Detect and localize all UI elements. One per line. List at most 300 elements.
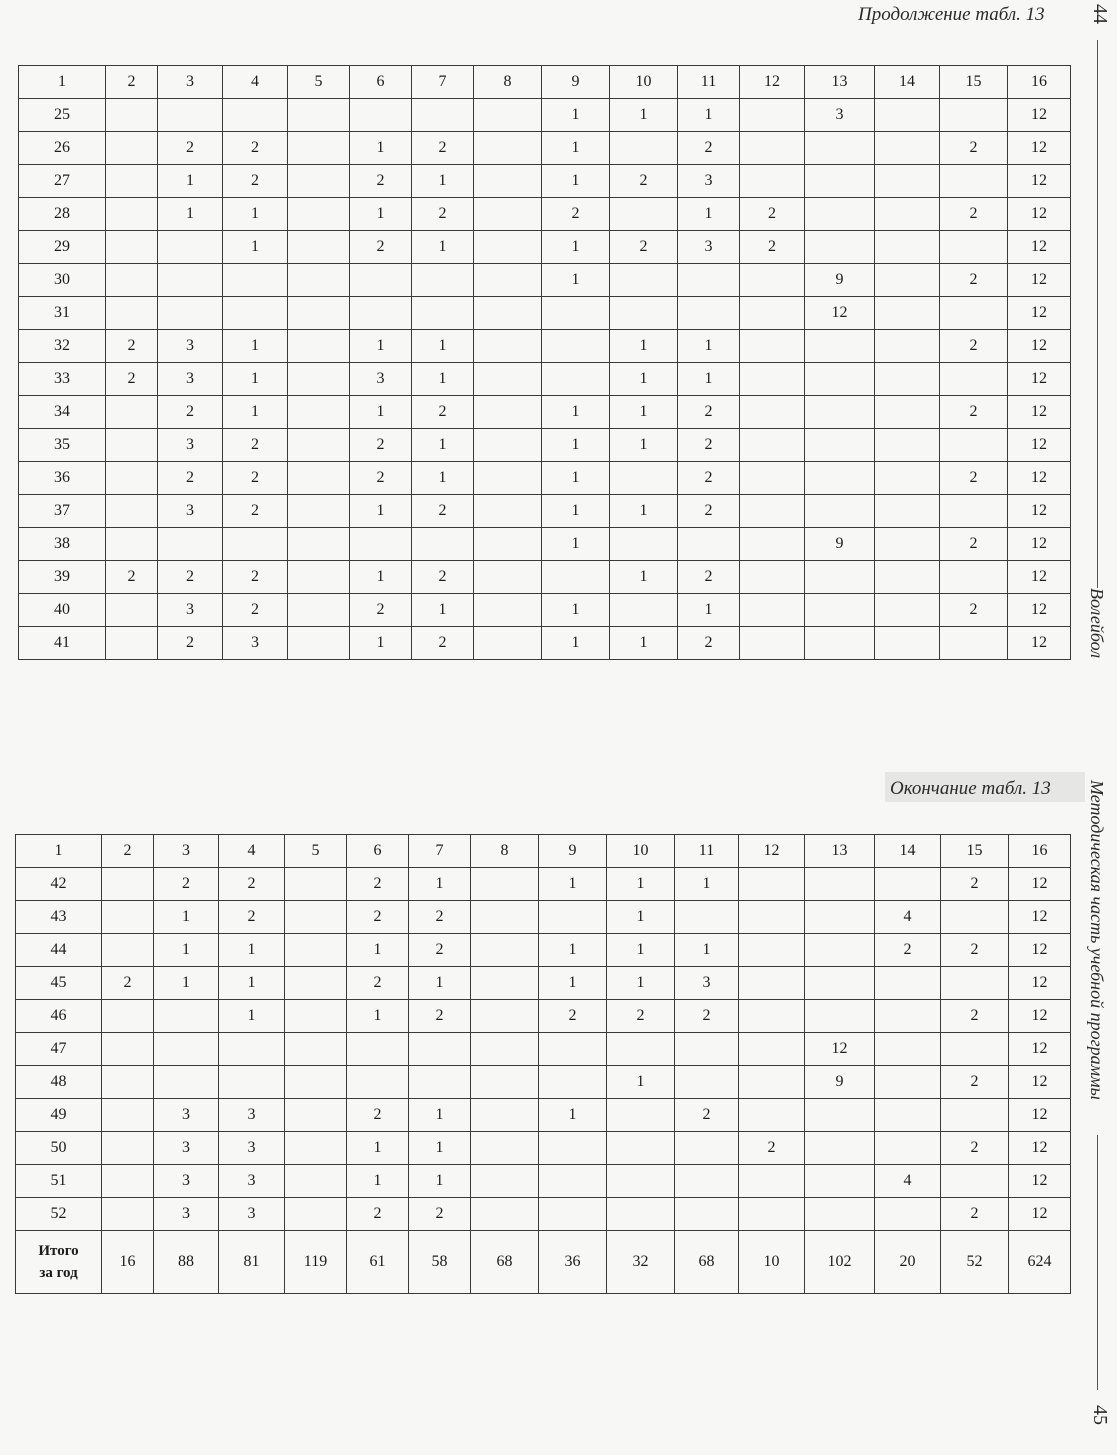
table-cell: 3 [154,1132,219,1165]
table-cell [610,594,678,627]
total-cell: 20 [875,1231,941,1294]
week-number-cell: 48 [16,1066,102,1099]
table-cell: 1 [154,967,219,1000]
table-cell: 12 [1009,1099,1071,1132]
table-cell [739,934,805,967]
table-cell [875,99,940,132]
table-caption-continued: Продолжение табл. 13 [858,4,1045,25]
table-cell: 2 [158,561,223,594]
table-cell [875,627,940,660]
table-cell [675,1165,739,1198]
table-cell [106,627,158,660]
week-number-cell: 38 [19,528,106,561]
table-cell [539,1066,607,1099]
table-cell [102,1099,154,1132]
table-cell [102,1000,154,1033]
table-cell [474,297,542,330]
table-cell [739,1099,805,1132]
table-cell: 2 [678,627,740,660]
table-cell: 1 [158,198,223,231]
table-cell: 1 [412,165,474,198]
table-cell [474,429,542,462]
table-cell [675,1033,739,1066]
table-cell: 1 [542,495,610,528]
table-cell: 2 [350,231,412,264]
table-cell [288,594,350,627]
table-cell: 2 [350,165,412,198]
table-cell [805,198,875,231]
header-cell: 5 [285,835,347,868]
table-cell [739,967,805,1000]
table-cell [285,901,347,934]
table-cell [347,1033,409,1066]
table-cell: 2 [154,868,219,901]
table-cell: 12 [805,1033,875,1066]
header-cell: 14 [875,835,941,868]
week-number-cell: 46 [16,1000,102,1033]
table-cell [675,1198,739,1231]
table-cell [941,967,1009,1000]
table-cell [288,264,350,297]
week-number-cell: 28 [19,198,106,231]
table-cell: 1 [223,363,288,396]
total-cell: 81 [219,1231,285,1294]
table-cell [158,297,223,330]
table-cell: 2 [941,1198,1009,1231]
header-cell: 3 [158,66,223,99]
table-row [19,198,1071,231]
table-cell [285,1033,347,1066]
table-cell: 1 [610,561,678,594]
table-cell [805,1132,875,1165]
table-cell: 2 [941,1132,1009,1165]
table-cell [471,1033,539,1066]
week-number-cell: 50 [16,1132,102,1165]
table-cell [875,198,940,231]
header-cell: 12 [739,835,805,868]
table-cell [678,264,740,297]
header-cell: 4 [223,66,288,99]
table-cell [875,429,940,462]
table-cell: 2 [219,901,285,934]
week-number-cell: 36 [19,462,106,495]
table-cell [875,231,940,264]
table-cell: 3 [219,1099,285,1132]
table-row [16,934,1071,967]
table-cell [474,165,542,198]
table-cell [102,1033,154,1066]
table-cell [678,528,740,561]
table-cell: 3 [350,363,412,396]
table-cell: 12 [1008,99,1071,132]
week-number-cell: 33 [19,363,106,396]
table-cell [102,1165,154,1198]
table-row [19,363,1071,396]
table-cell: 2 [940,330,1008,363]
table-cell: 12 [1008,462,1071,495]
table-cell: 3 [154,1198,219,1231]
table-cell [875,363,940,396]
table-row [19,594,1071,627]
table-cell [474,495,542,528]
table-cell: 2 [102,967,154,1000]
table2-body [16,835,1071,1294]
table-cell: 1 [350,627,412,660]
table-cell [288,429,350,462]
table-cell: 2 [941,868,1009,901]
table-cell: 2 [412,396,474,429]
header-cell: 8 [471,835,539,868]
header-cell: 3 [154,835,219,868]
table-cell: 3 [154,1099,219,1132]
table-cell: 3 [154,1165,219,1198]
header-cell: 9 [539,835,607,868]
table-row [16,901,1071,934]
table-cell: 3 [678,231,740,264]
table-cell [805,561,875,594]
table-cell: 12 [1008,132,1071,165]
table-cell [288,396,350,429]
table-cell [539,901,607,934]
table-cell [805,462,875,495]
table-cell [739,1033,805,1066]
table-row [19,627,1071,660]
table-cell [409,1033,471,1066]
table-cell: 1 [610,627,678,660]
table-cell: 1 [223,396,288,429]
table-cell [102,1198,154,1231]
table-cell [739,1198,805,1231]
header-cell: 15 [941,835,1009,868]
table-cell [106,429,158,462]
total-cell: 68 [471,1231,539,1294]
table-cell: 4 [875,1165,941,1198]
table-cell: 2 [412,561,474,594]
margin-rule-top [1097,40,1098,588]
table-cell [285,1066,347,1099]
table-cell [412,99,474,132]
table-cell [106,132,158,165]
table-cell: 1 [350,132,412,165]
table-cell: 1 [542,462,610,495]
table-cell: 2 [223,561,288,594]
table-cell: 2 [678,561,740,594]
table-cell [875,165,940,198]
table-cell [875,495,940,528]
table-cell: 1 [412,330,474,363]
week-number-cell: 40 [19,594,106,627]
table-cell [740,132,805,165]
total-cell: 61 [347,1231,409,1294]
table-cell [678,297,740,330]
table-cell [106,594,158,627]
table-cell [471,1000,539,1033]
table-cell: 2 [412,132,474,165]
table-cell [474,99,542,132]
table-cell: 2 [610,231,678,264]
table-cell [102,868,154,901]
table-cell: 2 [347,901,409,934]
table-row [16,1165,1071,1198]
table-cell: 2 [158,627,223,660]
table-cell: 2 [347,1099,409,1132]
table-cell [542,330,610,363]
header-cell: 7 [412,66,474,99]
table-cell: 2 [106,330,158,363]
week-number-cell: 45 [16,967,102,1000]
week-number-cell: 32 [19,330,106,363]
table-cell [350,99,412,132]
table-cell [158,264,223,297]
table-cell [941,1165,1009,1198]
table-cell: 2 [347,1198,409,1231]
table-cell: 2 [223,429,288,462]
table-cell: 2 [409,934,471,967]
table-cell [740,495,805,528]
table-cell [805,165,875,198]
table-cell [474,462,542,495]
table-cell [740,99,805,132]
table-cell: 2 [409,1198,471,1231]
table-cell [285,1000,347,1033]
header-cell: 7 [409,835,471,868]
week-number-cell: 27 [19,165,106,198]
table-cell: 2 [940,594,1008,627]
table-cell [158,231,223,264]
table-cell [940,495,1008,528]
table-cell [941,1033,1009,1066]
table-cell: 1 [542,429,610,462]
running-title-methodical: Методическая часть учебной программы [1087,780,1107,1100]
table-cell [285,967,347,1000]
table-cell [607,1132,675,1165]
header-cell: 1 [19,66,106,99]
table-cell: 2 [542,198,610,231]
header-cell: 8 [474,66,542,99]
table-cell: 1 [678,330,740,363]
table-cell [471,868,539,901]
table-cell: 1 [347,1165,409,1198]
table-row [19,99,1071,132]
table-cell [106,297,158,330]
header-cell: 16 [1009,835,1071,868]
table-cell [875,264,940,297]
table-cell: 1 [219,1000,285,1033]
table-cell [474,528,542,561]
table-cell: 4 [875,901,941,934]
table-cell: 2 [678,132,740,165]
table-cell [471,901,539,934]
table-cell [154,1000,219,1033]
header-cell: 2 [102,835,154,868]
table-cell: 3 [158,363,223,396]
table-row [16,868,1071,901]
table-cell [739,1066,805,1099]
table-cell: 1 [539,934,607,967]
table-cell [940,561,1008,594]
table-cell [805,594,875,627]
table-cell: 2 [223,165,288,198]
header-cell: 15 [940,66,1008,99]
table-cell [102,901,154,934]
table-cell: 3 [158,429,223,462]
table-cell: 12 [1008,594,1071,627]
table-cell: 12 [1009,934,1071,967]
running-title-volleyball: Волейбол [1087,588,1107,659]
table-cell [607,1033,675,1066]
table-row [19,231,1071,264]
schedule-table-continued [18,65,1071,660]
table-cell: 2 [106,363,158,396]
table-cell [875,967,941,1000]
table-row [19,528,1071,561]
table-cell [805,330,875,363]
table-cell: 12 [1009,1066,1071,1099]
table-cell: 2 [940,264,1008,297]
table-row [16,1033,1071,1066]
table-cell [223,99,288,132]
table-cell [542,363,610,396]
header-cell: 1 [16,835,102,868]
header-row [19,66,1071,99]
table-cell: 9 [805,1066,875,1099]
table-cell: 1 [678,198,740,231]
table-cell: 2 [409,1000,471,1033]
table-cell: 3 [158,495,223,528]
table-cell: 1 [158,165,223,198]
total-cell: 10 [739,1231,805,1294]
table-cell [288,528,350,561]
table-cell [471,1165,539,1198]
table-cell [288,462,350,495]
table-cell: 2 [678,462,740,495]
week-number-cell: 29 [19,231,106,264]
header-cell: 5 [288,66,350,99]
table-cell: 2 [940,198,1008,231]
table-cell: 1 [678,594,740,627]
table-cell [474,330,542,363]
table-cell: 2 [678,396,740,429]
table-row [19,396,1071,429]
table-cell: 2 [106,561,158,594]
table-cell [288,627,350,660]
table-cell: 1 [412,231,474,264]
table-cell [740,264,805,297]
table-cell: 1 [350,330,412,363]
table-cell: 2 [675,1000,739,1033]
table-cell: 1 [219,967,285,1000]
table-cell: 1 [610,495,678,528]
table-cell [347,1066,409,1099]
table-cell [106,231,158,264]
total-cell: 624 [1009,1231,1071,1294]
table-cell: 12 [1008,627,1071,660]
table-cell: 1 [542,165,610,198]
table-cell [219,1066,285,1099]
table-cell [740,429,805,462]
table-cell: 2 [941,1000,1009,1033]
table-cell [805,901,875,934]
table-cell [740,297,805,330]
table-cell: 12 [1009,1033,1071,1066]
table-cell [610,297,678,330]
table-cell: 1 [607,868,675,901]
table-row [19,132,1071,165]
table-cell [474,627,542,660]
table-cell [940,231,1008,264]
table-cell: 2 [940,462,1008,495]
table-cell: 12 [1009,967,1071,1000]
table-cell: 2 [739,1132,805,1165]
table-cell [350,264,412,297]
table-cell: 1 [678,363,740,396]
table-cell [223,264,288,297]
table-cell: 12 [1009,901,1071,934]
header-cell: 11 [678,66,740,99]
table-cell [102,934,154,967]
table-cell: 12 [1008,198,1071,231]
table-row [16,1066,1071,1099]
table-cell [805,1000,875,1033]
table-cell: 3 [158,330,223,363]
table-cell: 1 [539,967,607,1000]
table-cell: 12 [1008,363,1071,396]
table-cell [350,297,412,330]
table-cell: 1 [350,198,412,231]
table-cell [875,594,940,627]
header-cell: 10 [610,66,678,99]
table-cell [610,528,678,561]
table-cell: 1 [539,1099,607,1132]
table-cell [288,198,350,231]
table-cell: 1 [542,99,610,132]
table-cell [940,165,1008,198]
table-cell [607,1099,675,1132]
week-number-cell: 34 [19,396,106,429]
table-cell: 1 [678,99,740,132]
table-cell [610,198,678,231]
table-cell [675,1132,739,1165]
header-cell: 16 [1008,66,1071,99]
total-cell: 36 [539,1231,607,1294]
table-cell: 2 [412,627,474,660]
table-cell: 1 [542,132,610,165]
table-cell [288,330,350,363]
table-cell: 2 [347,868,409,901]
table-cell [409,1066,471,1099]
table-cell [805,231,875,264]
table-cell: 2 [412,198,474,231]
total-cell: 16 [102,1231,154,1294]
total-label-line1: Итого [38,1243,79,1259]
table-cell [610,462,678,495]
table-cell: 2 [350,429,412,462]
total-cell: 102 [805,1231,875,1294]
table-cell: 1 [675,934,739,967]
table-cell: 1 [412,363,474,396]
table-cell: 1 [542,594,610,627]
table-cell: 1 [607,1066,675,1099]
table-cell: 1 [350,561,412,594]
table-cell: 2 [678,429,740,462]
header-cell: 6 [350,66,412,99]
header-cell: 6 [347,835,409,868]
table-cell: 12 [1008,264,1071,297]
table-cell: 12 [1008,561,1071,594]
table-cell: 1 [350,495,412,528]
week-number-cell: 25 [19,99,106,132]
table-cell: 12 [1008,165,1071,198]
